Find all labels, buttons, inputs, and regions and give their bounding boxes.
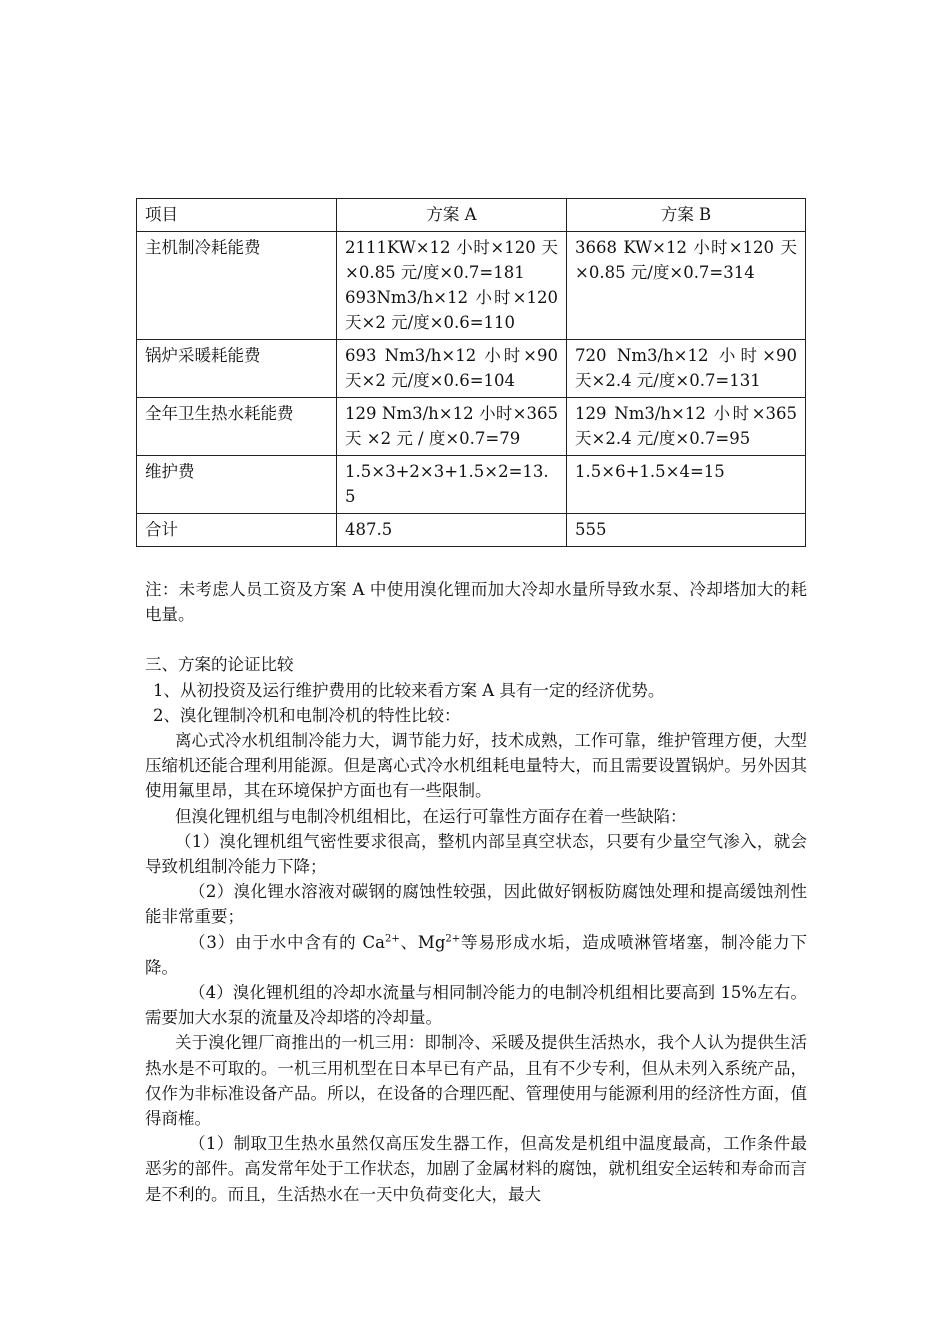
table-row [137,340,806,398]
superscript: 2+ [384,933,400,945]
defect-2: （2）溴化锂水溶液对碳钢的腐蚀性较强，因此做好钢板防腐蚀处理和提高缓蚀剂性能非常重要； [145,882,807,927]
defect-3-text: （3）由于水中含有的 Ca [189,932,385,952]
table-note: 注：未考虑人员工资及方案 A 中使用溴化锂而加大冷却水量所导致水泵、冷却塔加大的耗电量。 [145,580,807,625]
row-label: 维护费 [137,456,337,514]
point-2: 2、溴化锂制冷机和电制冷机的特性比较： [153,705,461,725]
table-header-row [137,199,806,232]
table-row [137,398,806,456]
plan-a-cooling-line1: 2111KW×12 小时×120 天×0.85 元/度×0.7=181 [345,238,558,282]
plan-a-cell: 1.5×3+2×3+1.5×2=13.5 [337,456,567,514]
header-cell-plan-a: 方案 A [337,199,567,232]
plan-b-cell: 720 Nm3/h×12 小时×90 天×2.4 元/度×0.7=131 [567,340,806,398]
defect-3 [145,930,807,980]
defect-3-text: 、Mg [399,932,446,952]
paragraph-centrifugal: 离心式冷水机组制冷能力大，调节能力好，技术成熟，工作可靠，维护管理方便，大型压缩机还能合理利用能源。但是离心式冷水机组耗电量特大，而且需要设置锅炉。另外因其使用氟里昂，其在环境保护方面也有一些限制。 [145,731,807,801]
plan-a-cell: 693 Nm3/h×12 小时×90 天×2 元/度×0.6=104 [337,340,567,398]
defect-1: （1）溴化锂机组气密性要求很高，整机内部呈真空状态，只要有少量空气渗入，就会导致机组制冷能力下降； [145,831,807,877]
header-cell-item: 项目 [137,199,337,232]
defect-3-text: 等易形成水垢，造成喷淋管堵塞，制冷能力下降。 [145,932,807,977]
table-row [137,456,806,514]
row-label: 全年卫生热水耗能费 [137,398,337,456]
table-row-total [137,514,806,547]
point-1: 1、从初投资及运行维护费用的比较来看方案 A 具有一定的经济优势。 [153,680,665,700]
plan-b-total: 555 [567,514,806,547]
paragraph-hot-water: （1）制取卫生热水虽然仅高压发生器工作，但高发是机组中温度最高，工作条件最恶劣的部件。高发常年处于工作状态，加剧了金属材料的腐蚀，就机组安全运转和寿命而言是不利的。而且，生活热水在一天中负荷变化大，最大 [145,1134,807,1204]
cost-comparison-table [136,198,806,547]
plan-b-cell: 3668 KW×12 小时×120 天×0.85 元/度×0.7=314 [567,232,806,340]
section-title: 三、方案的论证比较 [145,655,294,675]
plan-b-cell: 1.5×6+1.5×4=15 [567,456,806,514]
plan-a-cooling-line2: 693Nm3/h×12 小时×120 天×2 元/度×0.6=110 [345,288,558,332]
paragraph-defects-intro: 但溴化锂机组与电制冷机组相比，在运行可靠性方面存在着一些缺陷： [175,806,687,826]
defect-4: （4）溴化锂机组的冷却水流量与相同制冷能力的电制冷机组相比要高到 15%左右。需要加大水泵的流量及冷却塔的冷却量。 [145,983,807,1028]
header-cell-plan-b: 方案 B [567,199,806,232]
paragraph-vendor: 关于溴化锂厂商推出的一机三用：即制冷、采暖及提供生活热水，我个人认为提供生活热水是不可取的。一机三用机型在日本早已有产品，且有不少专利，但从未列入系统产品，仅作为非标准设备产品。所以，在设备的合理匹配、管理使用与能源利用的经济性方面，值得商榷。 [145,1033,807,1129]
plan-a-cell: 129 Nm3/h×12 小时×365 天 ×2 元 / 度×0.7=79 [337,398,567,456]
table-row [137,232,806,340]
row-label: 锅炉采暖耗能费 [137,340,337,398]
plan-a-cell [337,232,567,340]
document-body [145,577,807,1207]
row-label: 合计 [137,514,337,547]
plan-b-cell: 129 Nm3/h×12 小时×365 天×2.4 元/度×0.7=95 [567,398,806,456]
superscript: 2+ [445,933,461,945]
row-label: 主机制冷耗能费 [137,232,337,340]
plan-a-total: 487.5 [337,514,567,547]
